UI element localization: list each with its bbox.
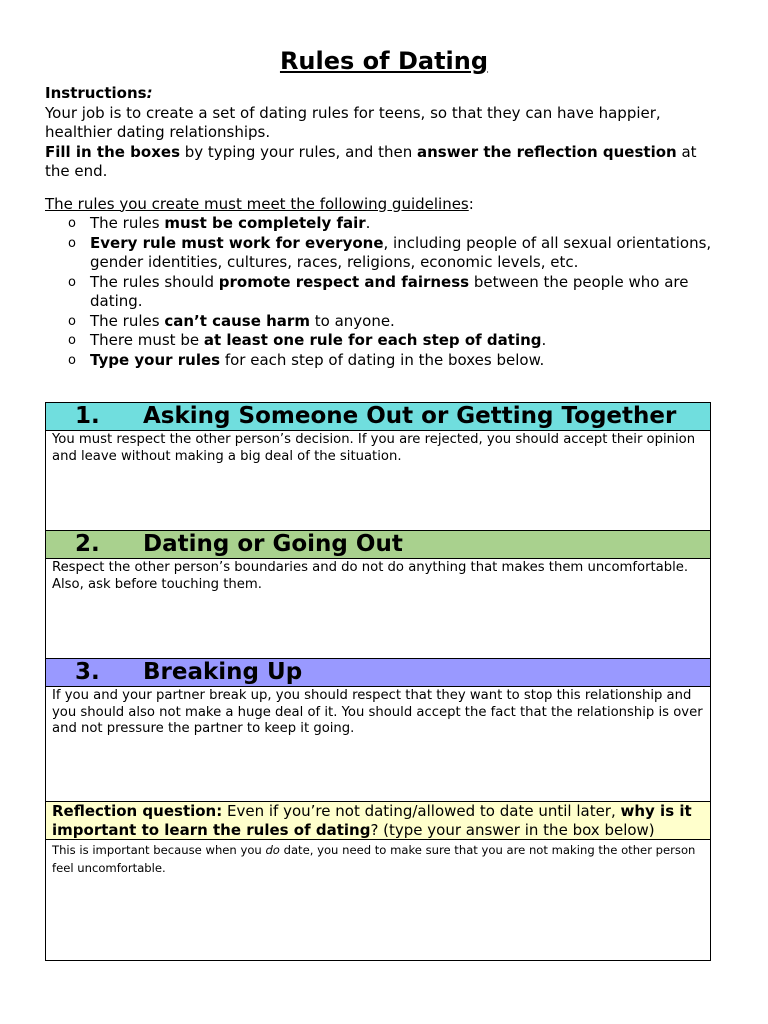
reflection-label: Reflection question: — [52, 802, 223, 820]
fill-boxes-text: Fill in the boxes — [45, 142, 180, 161]
instructions-block — [45, 84, 725, 370]
section-heading: Dating or Going Out — [143, 531, 403, 557]
guideline-item: o Type your rules for each step of dating in the boxes below. — [68, 350, 545, 369]
section-2-answer-box[interactable]: Respect the other person’s boundaries and do not do anything that makes them uncomfortable. Also, ask before touching them. — [46, 559, 710, 659]
bullet-icon: o — [68, 313, 76, 329]
guideline-item: o There must be at least one rule for each step of dating. — [68, 331, 547, 349]
section-number: 2. — [75, 531, 100, 557]
instructions-line-2: Fill in the boxes by typing your rules, and then answer the reflection question at the end. — [45, 142, 697, 180]
reflection-answer-box[interactable]: This is important because when you do date, you need to make sure that you are not making the other person feel uncomfortable. — [52, 843, 696, 875]
reflection-emphasis: why is it important to learn the rules of dating — [52, 802, 692, 839]
guidelines-list — [45, 214, 725, 370]
section-number: 1. — [75, 403, 100, 429]
bullet-icon: o — [68, 274, 76, 290]
section-2-header — [46, 531, 710, 559]
section-heading: Asking Someone Out or Getting Together — [143, 403, 677, 429]
section-1-answer-box[interactable]: You must respect the other person’s decision. If you are rejected, you should accept their opinion and leave without making a big deal of the situation. — [46, 431, 710, 531]
guideline-item: o The rules can’t cause harm to anyone. — [68, 311, 395, 330]
guidelines-heading: The rules you create must meet the following guidelines: — [45, 194, 474, 213]
bullet-icon: o — [68, 352, 76, 368]
bullet-icon: o — [68, 216, 76, 231]
section-heading: Breaking Up — [143, 659, 303, 685]
rules-table — [45, 402, 711, 961]
instructions-colon: : — [146, 84, 153, 102]
guideline-item: o The rules must be completely fair. — [68, 214, 371, 232]
instructions-label: Instructions — [45, 84, 147, 102]
page-title: Rules of Dating — [279, 47, 489, 75]
bullet-icon: o — [68, 235, 76, 251]
instructions-line-1: Your job is to create a set of dating rules for teens, so that they can have happier, healthier dating relationships. — [45, 103, 661, 141]
instructions-heading — [45, 84, 725, 104]
bullet-icon: o — [68, 333, 76, 348]
section-3-header — [46, 659, 710, 687]
section-1-header — [46, 403, 710, 431]
section-number: 3. — [75, 659, 100, 685]
guideline-item: o The rules should promote respect and fairness between the people who are dating. — [68, 272, 689, 310]
section-3-answer-box[interactable]: If you and your partner break up, you should respect that they want to stop this relationship and you should also not make a huge deal of it. You should accept the fact that the relationship is over and not pressure the partner to keep it going. — [46, 687, 710, 802]
guideline-item: o Every rule must work for everyone, including people of all sexual orientations, gender identities, cultures, races, religions, economic levels, etc. — [68, 233, 712, 271]
reflection-question: Reflection question: Even if you’re not dating/allowed to date until later, why is it important to learn the rules of dating? (type your answer in the box below) — [46, 802, 710, 840]
answer-question-text: answer the reflection question — [416, 142, 677, 161]
